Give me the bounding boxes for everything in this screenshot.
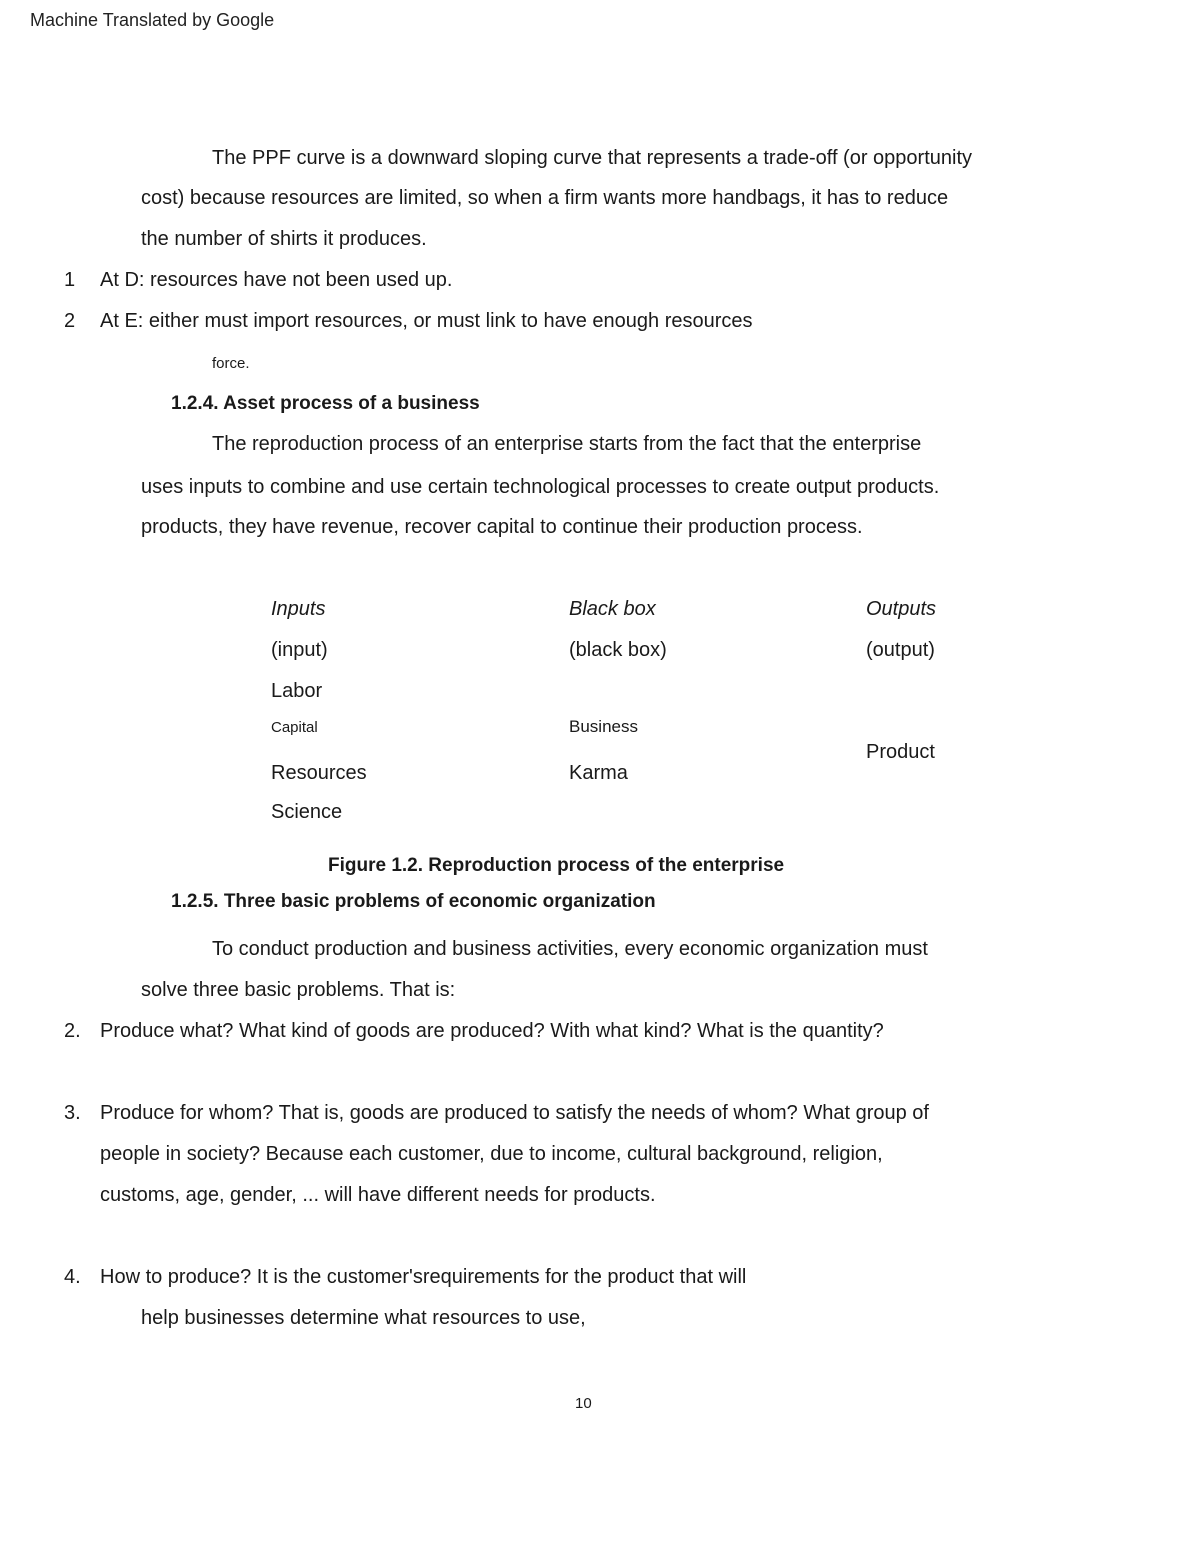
problem-3-line-3: customs, age, gender, ... will have different needs for products. xyxy=(100,1184,656,1206)
input-item-science: Science xyxy=(271,801,343,823)
ppf-line-1: The PPF curve is a downward sloping curve that represents a trade-off (or opportunity xyxy=(212,147,973,169)
figure-caption: Figure 1.2. Reproduction process of the enterprise xyxy=(328,855,785,876)
section-124-heading: 1.2.4. Asset process of a business xyxy=(171,393,480,414)
watermark-text: Machine Translated by Google xyxy=(30,10,275,30)
section-125-intro-1: To conduct production and business activities, every economic organization must xyxy=(212,938,928,960)
problem-4-line-2: help businesses determine what resources to use, xyxy=(141,1307,586,1329)
point-2-text: At E: either must import resources, or must link to have enough resources xyxy=(100,310,753,332)
black-box-subtitle: (black box) xyxy=(569,639,667,661)
black-box-title: Black box xyxy=(569,598,656,620)
point-1-number: 1 xyxy=(64,269,76,291)
input-item-capital: Capital xyxy=(271,719,318,736)
section-124-line-2: uses inputs to combine and use certain technological processes to create output products. xyxy=(141,476,940,498)
black-box-item-karma: Karma xyxy=(569,762,628,784)
inputs-title: Inputs xyxy=(271,598,326,620)
ppf-line-2: cost) because resources are limited, so when a firm wants more handbags, it has to reduce xyxy=(141,187,949,209)
section-124-line-3: products, they have revenue, recover capital to continue their production process. xyxy=(141,516,863,538)
problem-3-number: 3. xyxy=(64,1102,81,1124)
input-item-labor: Labor xyxy=(271,680,323,702)
ppf-line-3: the number of shirts it produces. xyxy=(141,228,427,250)
problem-2-line-1: Produce what? What kind of goods are produced? With what kind? What is the quantity? xyxy=(100,1020,884,1042)
inputs-subtitle: (input) xyxy=(271,639,328,661)
problem-3-line-1: Produce for whom? That is, goods are produced to satisfy the needs of whom? What group of xyxy=(100,1102,929,1124)
force-note: force. xyxy=(212,355,250,372)
outputs-title: Outputs xyxy=(866,598,937,620)
outputs-subtitle: (output) xyxy=(866,639,935,661)
point-1-text: At D: resources have not been used up. xyxy=(100,269,453,291)
input-item-resources: Resources xyxy=(271,762,367,784)
section-125-heading: 1.2.5. Three basic problems of economic organization xyxy=(171,891,656,912)
black-box-item-business: Business xyxy=(569,717,638,736)
point-2-number: 2 xyxy=(64,310,76,332)
page-number: 10 xyxy=(575,1395,592,1412)
section-124-line-1: The reproduction process of an enterprise starts from the fact that the enterprise xyxy=(212,433,922,455)
problem-4-line-1: How to produce? It is the customer'srequirements for the product that will xyxy=(100,1266,747,1288)
problem-4-number: 4. xyxy=(64,1266,81,1288)
problem-2-number: 2. xyxy=(64,1020,81,1042)
section-125-intro-2: solve three basic problems. That is: xyxy=(141,979,456,1001)
problem-3-line-2: people in society? Because each customer, due to income, cultural background, religion, xyxy=(100,1143,883,1165)
output-item-product: Product xyxy=(866,741,935,763)
